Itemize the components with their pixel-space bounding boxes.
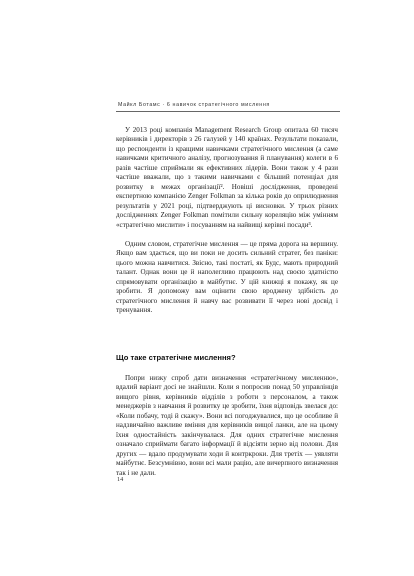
paragraph-block-2 xyxy=(116,240,338,316)
running-head: Майкл Ботамс · 6 навичок стратегічного мислення xyxy=(118,102,270,108)
header-rule xyxy=(116,111,340,112)
paragraph: Попри низку спроб дати визначення «стратегічному мисленню», вдалий варіант досі не знайшли. Коли я попросив понад 50 управлінців вищого рівня, керівників відділів з роботи з персоналом, а також менеджерів з навчання й розвитку це зробити, їхня відповідь звелася до: «Коли побачу, тоді й скажу». Вони всі погоджувалися, що це особливе й надзвичайно важливе вміння для керівників вищої ланки, але на цьому їхня одностайність закінчувалася. Для одних стратегічне мислення означало сприймати багато інформації й відсіяти зерно від полови. Для других — вдало продумувати ходи й контркроки. Для третіх — уявляти майбутнє. Безсумнівно, вони всі мали рацію, але вичерпного визначення так і не дали. xyxy=(116,374,338,477)
page-number: 14 xyxy=(117,476,124,483)
section-heading: Що таке стратегічне мислення? xyxy=(116,353,236,362)
paragraph-block-1 xyxy=(116,126,338,230)
paragraph: У 2013 році компанія Management Research Group опитала 60 тисяч керівників і директорів з 26 галузей у 140 країнах. Результати показали, що респонденти із кращими навичками стратегічного мислення (а саме навичками критичного аналізу, прогнозування й планування) колеги в 6 разів частіше сприймали як ефективних лідерів. Вони також у 4 рази частіше вважали, що з такими навичками є більший потенціал для розвитку в межах організації². Новіші дослідження, проведені експертною компанією Zenger Folkman за кілька років до оприлюднення результатів у 2021 році, підтверджують ці висновки. У трьох різних дослідженнях Zenger Folkman помітили сильну кореляцію між умінням «стратегічно мислити» і посуванням на найвищі керівні посади³. xyxy=(116,126,338,229)
paragraph-block-3 xyxy=(116,374,338,478)
paragraph: Одним словом, стратегічне мислення — це пряма дорога на вершину. Якщо вам здається, що ви поки не досить сильний стратег, без паніки: цього можна навчитися. Звісно, такі постаті, як Будс, мають природний талант. Однак вони це й наполегливо працюють над своєю здатністю спрямовувати організацію в майбутнє. У цій книжці я покажу, як це зробити. Я допоможу вам оцінити свою вроджену здібність до стратегічного мислення й навчу вас розвивати її через нові досвід і тренування. xyxy=(116,240,338,315)
